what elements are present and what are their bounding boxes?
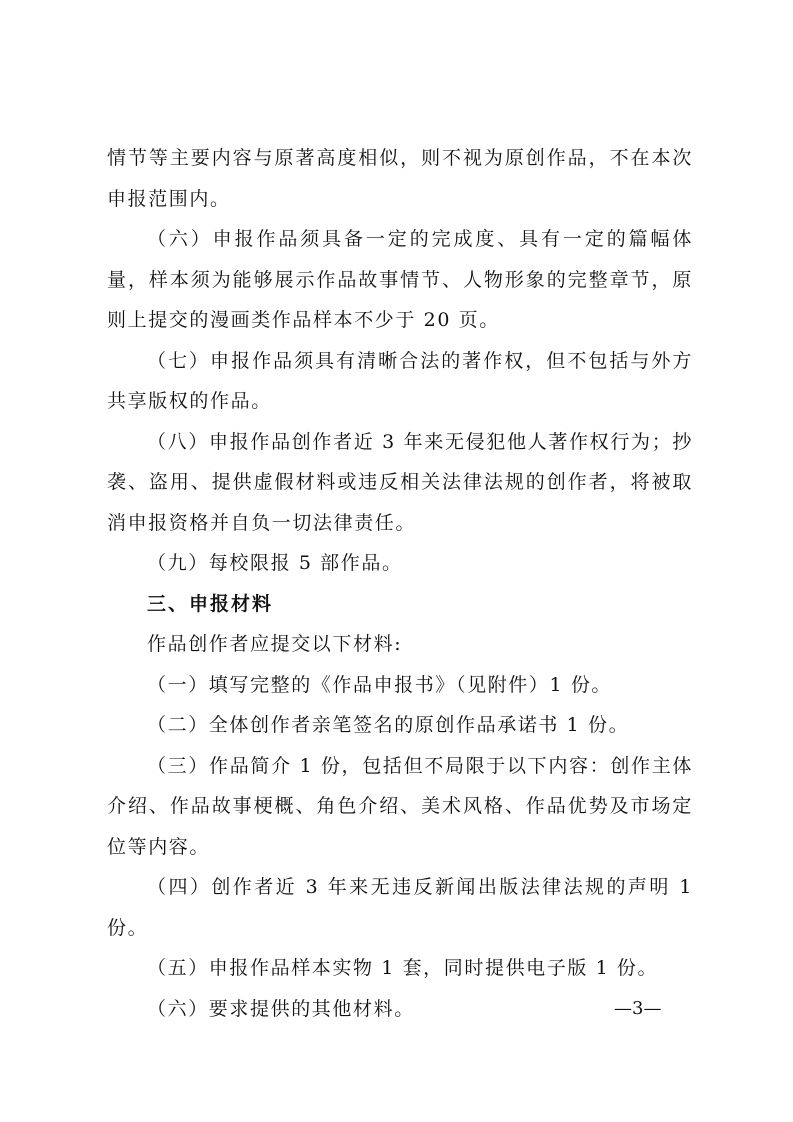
material-item-5: （五）申报作品样本实物 1 套，同时提供电子版 1 份。 bbox=[147, 957, 659, 979]
document-body bbox=[107, 138, 693, 1029]
material-item-6: （六）要求提供的其他材料。 bbox=[147, 997, 415, 1020]
paragraph-continuation: 情节等主要内容与原著高度相似，则不视为原创作品，不在本次申报范围内。 bbox=[107, 147, 693, 210]
paragraph-item-9: （九）每校限报 5 部作品。 bbox=[147, 552, 403, 574]
material-item-4: （四）创作者近 3 年来无违反新闻出版法律法规的声明 1 份。 bbox=[107, 876, 693, 939]
paragraph-item-8: （八）申报作品创作者近 3 年来无侵犯他人著作权行为；抄袭、盗用、提供虚假材料或违反相关法律法规的创作者，将被取消申报资格并自负一切法律责任。 bbox=[107, 430, 693, 534]
section-heading: 三、申报材料 bbox=[147, 592, 274, 615]
material-item-1: （一）填写完整的《作品申报书》（见附件）1 份。 bbox=[147, 673, 613, 696]
paragraph-item-6: （六）申报作品须具备一定的完成度、具有一定的篇幅体量，样本须为能够展示作品故事情节、人物形象的完整章节，原则上提交的漫画类作品样本不少于 20 页。 bbox=[107, 228, 693, 331]
materials-intro: 作品创作者应提交以下材料: bbox=[147, 633, 403, 655]
paragraph-item-7: （七）申报作品须具有清晰合法的著作权，但不包括与外方共享版权的作品。 bbox=[107, 349, 693, 412]
material-item-3: （三）作品简介 1 份，包括但不局限于以下内容：创作主体介绍、作品故事梗概、角色介绍、美术风格、作品优势及市场定位等内容。 bbox=[107, 754, 693, 858]
page-number: —3— bbox=[614, 998, 662, 1019]
material-item-2: （二）全体创作者亲笔签名的原创作品承诺书 1 份。 bbox=[147, 714, 630, 736]
